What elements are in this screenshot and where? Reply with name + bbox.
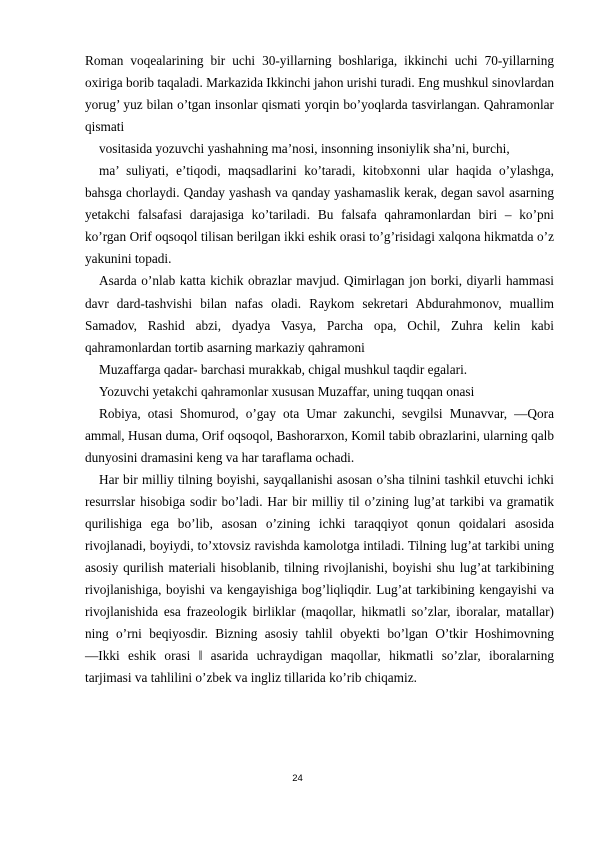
paragraph-main-heroes: Yozuvchi yetakchi qahramonlar xususan Muzaffar, uning tuqqan onasi [99,383,475,399]
paragraph-language-enrichment: Har bir milliy tilning boyishi, sayqallanishi asosan o’sha tilnini tashkil etuvchi ichki resurrslar hisobiga sodir bo’ladi. Har bir milliy til o’zining lug’at tarkibi va gramatik qurilishiga ega bo’lib, asosan o’zining ichki taraqqiyot qonun qoidalari asosida rivojlanadi, boyiydi, to’xtovsiz ravishda kamolotga intiladi. Tilning lug’at tarkibi uning asosiy qurilish materiali hisoblanib, tilning rivojlanishi, boyishi shu lug’at tarkibining rivojlanishiga, boyishi va kengayishiga bog’liqliqdir. Lug’at tarkibining kengayishi va rivojlanishida esa frazeologik birliklar (maqollar, hikmatli so’zlar, iboralar, matallar) ning o’rni beqiyosdir. Bizning asosiy tahlil obyekti bo’lgan O’tkir Hoshimovning ―Ikki eshik orasi ‖ asarida uchraydigan maqollar, hikmatli so’zlar, iboralarning tarjimasi va tahlilini o’zbek va ingliz tillarida ko’rib chiqamiz. [85,471,554,686]
paragraph-novel-timeline: Roman voqealarining bir uchi 30-yillarning boshlariga, ikkinchi uchi 70-yillarning oxiriga borib taqaladi. Markazida Ikkinchi jahon urishi turadi. Eng mushkul sinovlardan yorug’ yuz bilan o’tgan insonlar qismati yorqin bo’yoqlarda tasvirlangan. Qahramonlar qismati [85,53,554,135]
paragraph-philosophy: ma’ suliyati, e’tiqodi, maqsadlarini ko’taradi, kitobxonni ular haqida o’ylashga, bahsga chorlaydi. Qanday yashash va qanday yashamaslik kerak, degan savol asarning yetakchi falsafasi darajasiga ko’tariladi. Bu falsafa qahramonlardan biri – ko’pni ko’rgan Orif oqsoqol tilisan berilgan ikki eshik orasi to’g’risidagi xalqona hikmatda o’z yakunini topadi. [85,163,554,267]
paragraph-characters: Asarda o’nlab katta kichik obrazlar mavjud. Qimirlagan jon borki, diyarli hammasi davr dard-tashvishi bilan nafas oladi. Raykom sekretari Abdurahmonov, muallim Samadov, Rashid abzi, dyadya Vasya, Parcha opa, Ochil, Zuhra kelin kabi qahramonlardan tortib asarning markaziy qahramoni [85,273,554,355]
paragraph-muzaffar: Muzaffarga qadar- barchasi murakkab, chigal mushkul taqdir egalari. [99,361,468,377]
paragraph-meaning-of-life: vositasida yozuvchi yashahning ma’nosi, insonning insoniylik sha’ni, burchi, [99,141,510,157]
body-text [85,50,554,689]
paragraph-hero-list: Robiya, otasi Shomurod, o’gay ota Umar zakunchi, sevgilsi Munavvar, ―Qora amma‖, Husan duma, Orif oqsoqol, Bashorarxon, Komil tabib obrazlarini, ularning qalb dunyosini dramasini keng va har taraflama ochadi. [85,405,554,465]
page-number: 24 [292,773,303,784]
